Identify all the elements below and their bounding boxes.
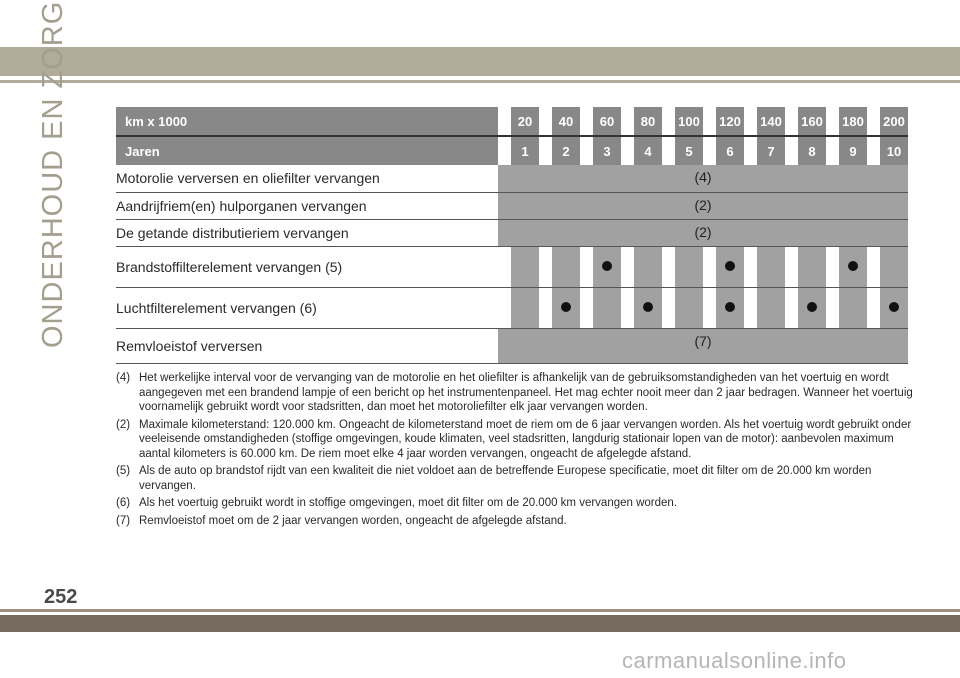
table-row	[116, 246, 908, 287]
km-value: 100	[675, 107, 703, 136]
km-value: 60	[593, 107, 621, 136]
column-gap	[580, 136, 593, 165]
schedule-cell	[511, 246, 539, 287]
schedule-cell	[593, 287, 621, 328]
column-gap	[785, 246, 798, 287]
section-title	[34, 0, 74, 348]
km-value: 180	[839, 107, 867, 136]
schedule-cell	[675, 287, 703, 328]
interval-note-cell: (4)	[498, 165, 908, 192]
row-label: Brandstoffilterelement vervangen (5)	[116, 246, 498, 287]
footnote-ref: (5)	[116, 465, 131, 477]
km-value: 120	[716, 107, 744, 136]
schedule-cell	[634, 246, 662, 287]
section-title-text: ONDERHOUD EN ZORG	[37, 0, 69, 348]
years-header-label: Jaren	[116, 136, 498, 165]
schedule-cell	[593, 246, 621, 287]
interval-note-cell: (7)	[498, 328, 908, 363]
footnote	[116, 371, 916, 415]
column-gap	[498, 107, 511, 136]
bullet-mark	[889, 302, 899, 312]
column-gap	[580, 246, 593, 287]
footnote	[116, 514, 916, 529]
row-label: Luchtfilterelement vervangen (6)	[116, 287, 498, 328]
schedule-cell	[880, 287, 908, 328]
interval-note-cell: (2)	[498, 192, 908, 219]
column-gap	[744, 246, 757, 287]
interval-note-cell: (2)	[498, 219, 908, 246]
km-value: 80	[634, 107, 662, 136]
year-value: 2	[552, 136, 580, 165]
footnote-ref: (2)	[116, 418, 131, 431]
column-gap	[867, 136, 880, 165]
page-number: 252	[44, 586, 78, 608]
year-value: 1	[511, 136, 539, 165]
column-gap	[867, 246, 880, 287]
column-gap	[744, 136, 757, 165]
schedule-cell	[798, 246, 826, 287]
bullet-mark	[807, 302, 817, 312]
maintenance-schedule-table	[116, 107, 908, 364]
year-value: 8	[798, 136, 826, 165]
footnote-text: Maximale kilometerstand: 120.000 km. Ongeacht de kilometerstand moet de riem om de 6 jaar vervangen worden. Als het voertuig wordt gebruikt onder veeleisende omstandigheden (stoffige omgevingen, koude klimaten, veel stadsritten, langdurig stationair lopen van de motor): aanbevolen maximum aantal kilometers is 60.000 km. De riem moet elke 4 jaar worden vervangen, ongeacht de afgelegde afstand.	[139, 418, 912, 460]
schedule-cell	[839, 246, 867, 287]
column-gap	[867, 287, 880, 328]
column-gap	[703, 287, 716, 328]
row-label: Remvloeistof verversen	[116, 328, 498, 363]
table-row	[116, 287, 908, 328]
column-gap	[703, 136, 716, 165]
footnotes	[116, 371, 916, 531]
footnote-ref: (7)	[116, 514, 131, 527]
schedule-cell	[552, 246, 580, 287]
column-gap	[826, 246, 839, 287]
column-gap	[539, 136, 552, 165]
year-value: 7	[757, 136, 785, 165]
row-label: Aandrijfriem(en) hulporganen vervangen	[116, 192, 498, 219]
year-value: 5	[675, 136, 703, 165]
footnote-text: Remvloeistof moet om de 2 jaar vervangen worden, ongeacht de afgelegde afstand.	[139, 514, 567, 527]
column-gap	[785, 136, 798, 165]
column-gap	[621, 287, 634, 328]
column-gap	[498, 246, 511, 287]
table-row	[116, 192, 908, 219]
km-value: 140	[757, 107, 785, 136]
schedule-cell	[798, 287, 826, 328]
bullet-mark	[643, 302, 653, 312]
footer-bar	[0, 615, 960, 632]
km-header-label: km x 1000	[116, 107, 498, 136]
schedule-cell	[675, 246, 703, 287]
schedule-cell	[511, 287, 539, 328]
row-label: De getande distributieriem vervangen	[116, 219, 498, 246]
column-gap	[785, 107, 798, 136]
column-gap	[580, 107, 593, 136]
year-value: 10	[880, 136, 908, 165]
footnote-ref: (6)	[116, 497, 131, 509]
table-row	[116, 219, 908, 246]
schedule-cell	[757, 246, 785, 287]
column-gap	[785, 287, 798, 328]
year-value: 9	[839, 136, 867, 165]
year-value: 6	[716, 136, 744, 165]
row-label: Motorolie verversen en oliefilter vervangen	[116, 165, 498, 192]
column-gap	[539, 107, 552, 136]
column-gap	[867, 107, 880, 136]
column-gap	[826, 107, 839, 136]
table-row	[116, 328, 908, 363]
header-rule	[0, 80, 960, 83]
schedule-cell	[839, 287, 867, 328]
year-value: 4	[634, 136, 662, 165]
column-gap	[621, 246, 634, 287]
table-row	[116, 165, 908, 192]
schedule-cell	[757, 287, 785, 328]
column-gap	[662, 136, 675, 165]
header-bar	[0, 47, 960, 76]
footnote-text: Als het voertuig gebruikt wordt in stoffige omgevingen, moet dit filter om de 20.000 km vervangen worden.	[139, 497, 678, 509]
watermark: carmanualsonline.info	[622, 648, 847, 673]
footnote-text: Als de auto op brandstof rijdt van een kwaliteit die niet voldoet aan de betreffende Europese specificatie, moet dit filter om de 20.000 km worden vervangen.	[139, 465, 872, 492]
column-gap	[744, 107, 757, 136]
km-value: 40	[552, 107, 580, 136]
column-gap	[539, 287, 552, 328]
footer-rule	[0, 609, 960, 612]
schedule-cell	[552, 287, 580, 328]
column-gap	[621, 107, 634, 136]
column-gap	[621, 136, 634, 165]
year-value: 3	[593, 136, 621, 165]
km-value: 160	[798, 107, 826, 136]
column-gap	[580, 287, 593, 328]
km-value: 200	[880, 107, 908, 136]
bullet-mark	[725, 302, 735, 312]
column-gap	[498, 136, 511, 165]
schedule-cell	[880, 246, 908, 287]
column-gap	[703, 107, 716, 136]
column-gap	[662, 246, 675, 287]
footnote	[116, 496, 916, 511]
footnote	[116, 418, 916, 462]
footnote-ref: (4)	[116, 372, 131, 384]
column-gap	[744, 287, 757, 328]
footnote-text: Het werkelijke interval voor de vervanging van de motorolie en het oliefilter is afhankelijk van de gebruiksomstandigheden van het voertuig en wordt aangegeven met een brandend lampje of een bericht op het instrumentenpaneel. Het mag echter nooit meer dan 2 jaar bedragen. Wanneer het voertuig voornamelijk gebruikt wordt voor stadsritten, dan moet het motoroliefilter elk jaar vervangen worden.	[139, 372, 913, 413]
column-gap	[539, 246, 552, 287]
column-gap	[498, 287, 511, 328]
bullet-mark	[602, 261, 612, 271]
km-header-row	[116, 107, 908, 136]
km-value: 20	[511, 107, 539, 136]
column-gap	[703, 246, 716, 287]
schedule-cell	[634, 287, 662, 328]
column-gap	[662, 287, 675, 328]
schedule-cell	[716, 287, 744, 328]
column-gap	[826, 136, 839, 165]
bullet-mark	[725, 261, 735, 271]
footnote	[116, 464, 916, 493]
bullet-mark	[848, 261, 858, 271]
bullet-mark	[561, 302, 571, 312]
column-gap	[662, 107, 675, 136]
schedule-cell	[716, 246, 744, 287]
years-header-row	[116, 136, 908, 165]
column-gap	[826, 287, 839, 328]
